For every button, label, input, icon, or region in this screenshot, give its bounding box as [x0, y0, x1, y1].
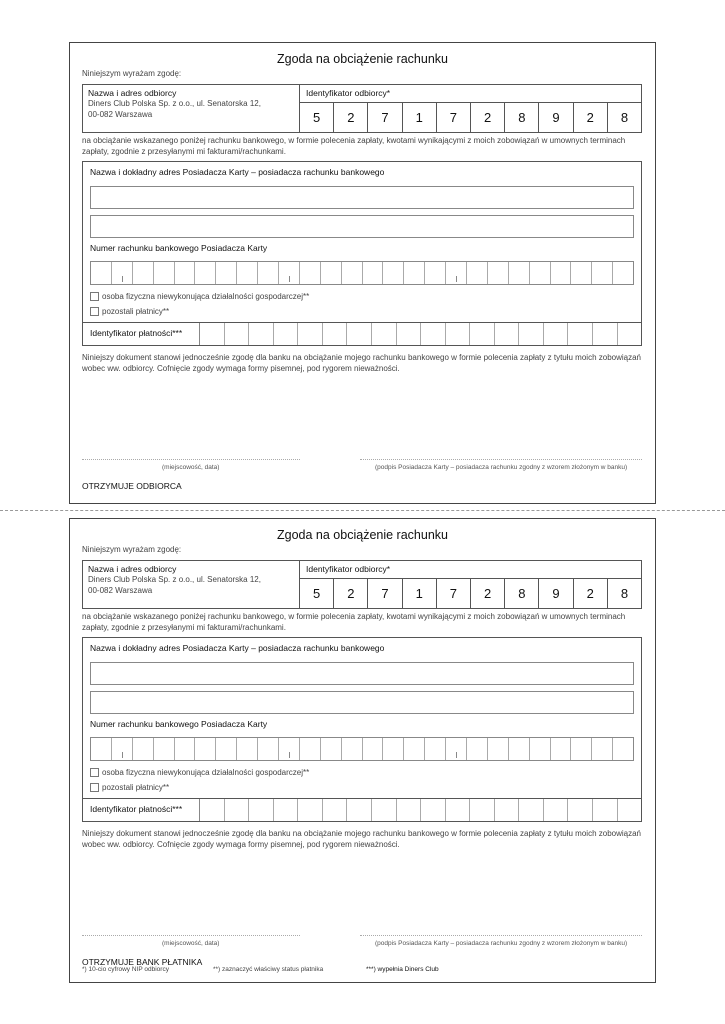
- recipient-section: [82, 560, 642, 609]
- payer-id-cell[interactable]: [397, 323, 422, 345]
- account-digit-cell[interactable]: [300, 262, 321, 284]
- place-date-caption: (miejscowość, data): [162, 464, 220, 471]
- payer-id-cell[interactable]: [544, 799, 569, 821]
- account-digit-cell[interactable]: [342, 738, 363, 760]
- payer-id-cell[interactable]: [495, 323, 520, 345]
- account-digit-cell[interactable]: [300, 738, 321, 760]
- account-digit-cell[interactable]: [91, 262, 112, 284]
- form-title: Zgoda na obciążenie rachunku: [277, 528, 448, 542]
- copy-receiver-label: OTRZYMUJE ODBIORCA: [82, 481, 182, 491]
- payer-id-cell[interactable]: [495, 799, 520, 821]
- account-digit-cell[interactable]: [112, 262, 133, 284]
- payer-id-cell[interactable]: [446, 323, 471, 345]
- payer-id-cell[interactable]: [323, 323, 348, 345]
- status-option-label: osoba fizyczna niewykonująca działalności gospodarczej**: [102, 768, 310, 777]
- account-number-field[interactable]: [90, 737, 634, 761]
- intro-text: Niniejszym wyrażam zgodę:: [82, 69, 182, 78]
- account-digit-cell[interactable]: [342, 262, 363, 284]
- place-date-line[interactable]: [82, 935, 300, 936]
- payer-id-cell[interactable]: [298, 799, 323, 821]
- account-number-field[interactable]: [90, 261, 634, 285]
- payer-id-cell[interactable]: [593, 323, 618, 345]
- payer-id-cell[interactable]: [298, 323, 323, 345]
- account-digit-cell[interactable]: [216, 738, 237, 760]
- status-option-label: pozostali płatnicy**: [102, 307, 170, 316]
- payer-id-cell[interactable]: [421, 323, 446, 345]
- payer-id-cell[interactable]: [519, 323, 544, 345]
- account-digit-cell[interactable]: [175, 738, 196, 760]
- account-digit-cell[interactable]: [216, 262, 237, 284]
- payer-id-cell[interactable]: [446, 799, 471, 821]
- consent-form-recipient-copy: [69, 42, 656, 504]
- copy-receiver-label: OTRZYMUJE BANK PŁATNIKA: [82, 957, 203, 967]
- identifier-digit: 7: [368, 579, 402, 608]
- account-digit-cell[interactable]: [488, 738, 509, 760]
- recipient-address-line1: Diners Club Polska Sp. z o.o., ul. Senatorska 12,: [88, 575, 261, 584]
- account-digit-cell[interactable]: [613, 738, 633, 760]
- payer-id-cell[interactable]: [372, 799, 397, 821]
- payer-id-cell[interactable]: [347, 799, 372, 821]
- account-digit-cell[interactable]: [91, 738, 112, 760]
- account-digit-cell[interactable]: [613, 262, 633, 284]
- identifier-digit: 1: [403, 579, 437, 608]
- identifier-digit: 7: [437, 579, 471, 608]
- status-option-individual[interactable]: [90, 768, 309, 777]
- payer-identifier-row: [83, 322, 641, 345]
- recipient-address-line2: 00-082 Warszawa: [88, 586, 153, 595]
- status-option-individual[interactable]: [90, 292, 309, 301]
- account-digit-cell[interactable]: [467, 738, 488, 760]
- identifier-heading: Identyfikator odbiorcy*: [306, 564, 391, 574]
- payer-name-field-line1[interactable]: [90, 662, 634, 685]
- account-digit-cell[interactable]: [592, 738, 613, 760]
- payer-id-cell[interactable]: [397, 799, 422, 821]
- account-digit-cell[interactable]: [404, 262, 425, 284]
- identifier-digit: 5: [300, 579, 334, 608]
- status-option-other[interactable]: [90, 307, 169, 316]
- account-digit-cell[interactable]: [383, 738, 404, 760]
- status-option-label: pozostali płatnicy**: [102, 783, 170, 792]
- recipient-address-line1: Diners Club Polska Sp. z o.o., ul. Senatorska 12,: [88, 99, 261, 108]
- account-digit-cell[interactable]: [467, 262, 488, 284]
- payer-id-cell[interactable]: [347, 323, 372, 345]
- payer-section: [82, 637, 642, 822]
- payer-id-cell[interactable]: [568, 799, 593, 821]
- payer-id-cell[interactable]: [544, 323, 569, 345]
- identifier-digit: 2: [471, 579, 505, 608]
- identifier-heading: Identyfikator odbiorcy*: [306, 88, 391, 98]
- account-digit-cell[interactable]: [321, 262, 342, 284]
- payer-identifier-field[interactable]: [200, 799, 641, 821]
- identifier-digit: 2: [334, 579, 368, 608]
- account-number-heading: Numer rachunku bankowego Posiadacza Karty: [90, 719, 268, 729]
- identifier-digit: 9: [539, 103, 573, 132]
- footnote-nip: *) 10-cio cyfrowy NIP odbiorcy: [82, 966, 169, 973]
- account-digit-cell[interactable]: [530, 262, 551, 284]
- consent-text: na obciążanie wskazanego poniżej rachunku bankowego, w formie polecenia zapłaty, kwotami wynikającymi z moich zobowiązań w umownych terminach zapłaty, zgodnie z przesyłanymi mi fakturami/rachunkami.: [82, 612, 626, 632]
- identifier-digit: 2: [574, 103, 608, 132]
- identifier-digit: 2: [334, 103, 368, 132]
- identifier-digit: 7: [368, 103, 402, 132]
- account-number-heading: Numer rachunku bankowego Posiadacza Karty: [90, 243, 268, 253]
- payer-name-heading: Nazwa i dokładny adres Posiadacza Karty – posiadacza rachunku bankowego: [90, 167, 385, 177]
- checkbox-icon[interactable]: [90, 768, 99, 777]
- payer-id-cell[interactable]: [274, 799, 299, 821]
- cut-line: [0, 510, 725, 511]
- account-digit-cell[interactable]: [321, 738, 342, 760]
- payer-id-cell[interactable]: [618, 323, 642, 345]
- account-digit-cell[interactable]: [446, 262, 467, 284]
- payer-id-cell[interactable]: [323, 799, 348, 821]
- account-digit-cell[interactable]: [592, 262, 613, 284]
- account-digit-cell[interactable]: [133, 738, 154, 760]
- account-digit-cell[interactable]: [195, 262, 216, 284]
- account-digit-cell[interactable]: [237, 262, 258, 284]
- account-digit-cell[interactable]: [154, 262, 175, 284]
- payer-id-cell[interactable]: [225, 799, 250, 821]
- account-digit-cell[interactable]: [133, 262, 154, 284]
- checkbox-icon[interactable]: [90, 292, 99, 301]
- payer-name-field-line1[interactable]: [90, 186, 634, 209]
- account-digit-cell[interactable]: [446, 738, 467, 760]
- status-option-other[interactable]: [90, 783, 169, 792]
- recipient-identifier: [300, 561, 641, 608]
- payer-id-cell[interactable]: [593, 799, 618, 821]
- payer-name-field-line2[interactable]: [90, 215, 634, 238]
- account-digit-cell[interactable]: [425, 262, 446, 284]
- account-digit-cell[interactable]: [383, 262, 404, 284]
- identifier-digit: 2: [471, 103, 505, 132]
- identifier-digit: 1: [403, 103, 437, 132]
- identifier-digit: 8: [505, 579, 539, 608]
- payer-id-cell[interactable]: [618, 799, 642, 821]
- payer-id-cell[interactable]: [421, 799, 446, 821]
- identifier-digit: 8: [620, 586, 629, 601]
- account-digit-cell[interactable]: [488, 262, 509, 284]
- account-digit-cell[interactable]: [258, 738, 279, 760]
- identifier-digit: 7: [437, 103, 471, 132]
- account-digit-cell[interactable]: [509, 738, 530, 760]
- account-digit-cell[interactable]: [363, 738, 384, 760]
- account-digit-cell[interactable]: [551, 262, 572, 284]
- account-digit-cell[interactable]: [279, 262, 300, 284]
- recipient-name-address: [83, 561, 300, 608]
- recipient-heading: Nazwa i adres odbiorcy: [88, 88, 177, 98]
- identifier-digit: 9: [539, 579, 573, 608]
- identifier-digit: 5: [300, 103, 334, 132]
- recipient-address-line2: 00-082 Warszawa: [88, 110, 153, 119]
- recipient-heading: Nazwa i adres odbiorcy: [88, 564, 177, 574]
- account-digit-cell[interactable]: [237, 738, 258, 760]
- account-digit-cell[interactable]: [195, 738, 216, 760]
- signature-caption: (podpis Posiadacza Karty – posiadacza rachunku zgodny z wzorem złożonym w banku): [375, 464, 628, 471]
- recipient-identifier: [300, 85, 641, 132]
- payer-id-cell[interactable]: [470, 323, 495, 345]
- account-digit-cell[interactable]: [530, 738, 551, 760]
- payer-id-cell[interactable]: [568, 323, 593, 345]
- payer-identifier-field[interactable]: [200, 323, 641, 345]
- identifier-digit: 8: [620, 110, 629, 125]
- identifier-digits: [300, 578, 641, 608]
- place-date-caption: (miejscowość, data): [162, 940, 220, 947]
- consent-form-bank-copy: [69, 518, 656, 983]
- recipient-section: [82, 84, 642, 133]
- identifier-digits: [300, 102, 641, 132]
- identifier-digit: 8: [505, 103, 539, 132]
- account-digit-cell[interactable]: [279, 738, 300, 760]
- account-digit-cell[interactable]: [258, 262, 279, 284]
- payer-section: [82, 161, 642, 346]
- checkbox-icon[interactable]: [90, 307, 99, 316]
- account-digit-cell[interactable]: [154, 738, 175, 760]
- account-digit-cell[interactable]: [551, 738, 572, 760]
- payer-identifier-row: [83, 798, 641, 821]
- payer-id-cell[interactable]: [200, 799, 225, 821]
- status-option-label: osoba fizyczna niewykonująca działalności gospodarczej**: [102, 292, 310, 301]
- identifier-digit: 2: [574, 579, 608, 608]
- account-digit-cell[interactable]: [404, 738, 425, 760]
- account-digit-cell[interactable]: [571, 738, 592, 760]
- recipient-name-address: [83, 85, 300, 132]
- account-digit-cell[interactable]: [571, 262, 592, 284]
- footnote-status: **) zaznaczyć właściwy status płatnika: [213, 966, 324, 973]
- payer-id-cell[interactable]: [372, 323, 397, 345]
- signature-caption: (podpis Posiadacza Karty – posiadacza rachunku zgodny z wzorem złożonym w banku): [375, 940, 628, 947]
- payer-name-heading: Nazwa i dokładny adres Posiadacza Karty – posiadacza rachunku bankowego: [90, 643, 385, 653]
- payer-id-cell[interactable]: [249, 323, 274, 345]
- declaration-text: Niniejszy dokument stanowi jednocześnie zgodę dla banku na obciążanie mojego rachunku bankowego w formie polecenia zapłaty z tytułu moich zobowiązań wobec ww. odbiorcy. Cofnięcie zgody wymaga formy pisemnej, pod rygorem nieważności.: [82, 353, 641, 373]
- account-digit-cell[interactable]: [112, 738, 133, 760]
- payer-id-cell[interactable]: [225, 323, 250, 345]
- footnote-diners: ***) wypełnia Diners Club: [366, 966, 439, 973]
- payer-id-cell[interactable]: [519, 799, 544, 821]
- form-title: Zgoda na obciążenie rachunku: [277, 52, 448, 66]
- payer-name-field-line2[interactable]: [90, 691, 634, 714]
- account-digit-cell[interactable]: [509, 262, 530, 284]
- intro-text: Niniejszym wyrażam zgodę:: [82, 545, 182, 554]
- place-date-line[interactable]: [82, 459, 300, 460]
- payer-id-cell[interactable]: [274, 323, 299, 345]
- checkbox-icon[interactable]: [90, 783, 99, 792]
- account-digit-cell[interactable]: [175, 262, 196, 284]
- payer-id-cell[interactable]: [470, 799, 495, 821]
- account-digit-cell[interactable]: [363, 262, 384, 284]
- signature-line[interactable]: [360, 459, 642, 460]
- payer-identifier-label: Identyfikator płatności***: [83, 799, 200, 821]
- payer-id-cell[interactable]: [249, 799, 274, 821]
- account-digit-cell[interactable]: [425, 738, 446, 760]
- payer-identifier-label: Identyfikator płatności***: [83, 323, 200, 345]
- signature-line[interactable]: [360, 935, 642, 936]
- payer-id-cell[interactable]: [200, 323, 225, 345]
- declaration-text: Niniejszy dokument stanowi jednocześnie zgodę dla banku na obciążanie mojego rachunku bankowego w formie polecenia zapłaty z tytułu moich zobowiązań wobec ww. odbiorcy. Cofnięcie zgody wymaga formy pisemnej, pod rygorem nieważności.: [82, 829, 641, 849]
- consent-text: na obciążanie wskazanego poniżej rachunku bankowego, w formie polecenia zapłaty, kwotami wynikającymi z moich zobowiązań w umownych terminach zapłaty, zgodnie z przesyłanymi mi fakturami/rachunkami.: [82, 136, 626, 156]
